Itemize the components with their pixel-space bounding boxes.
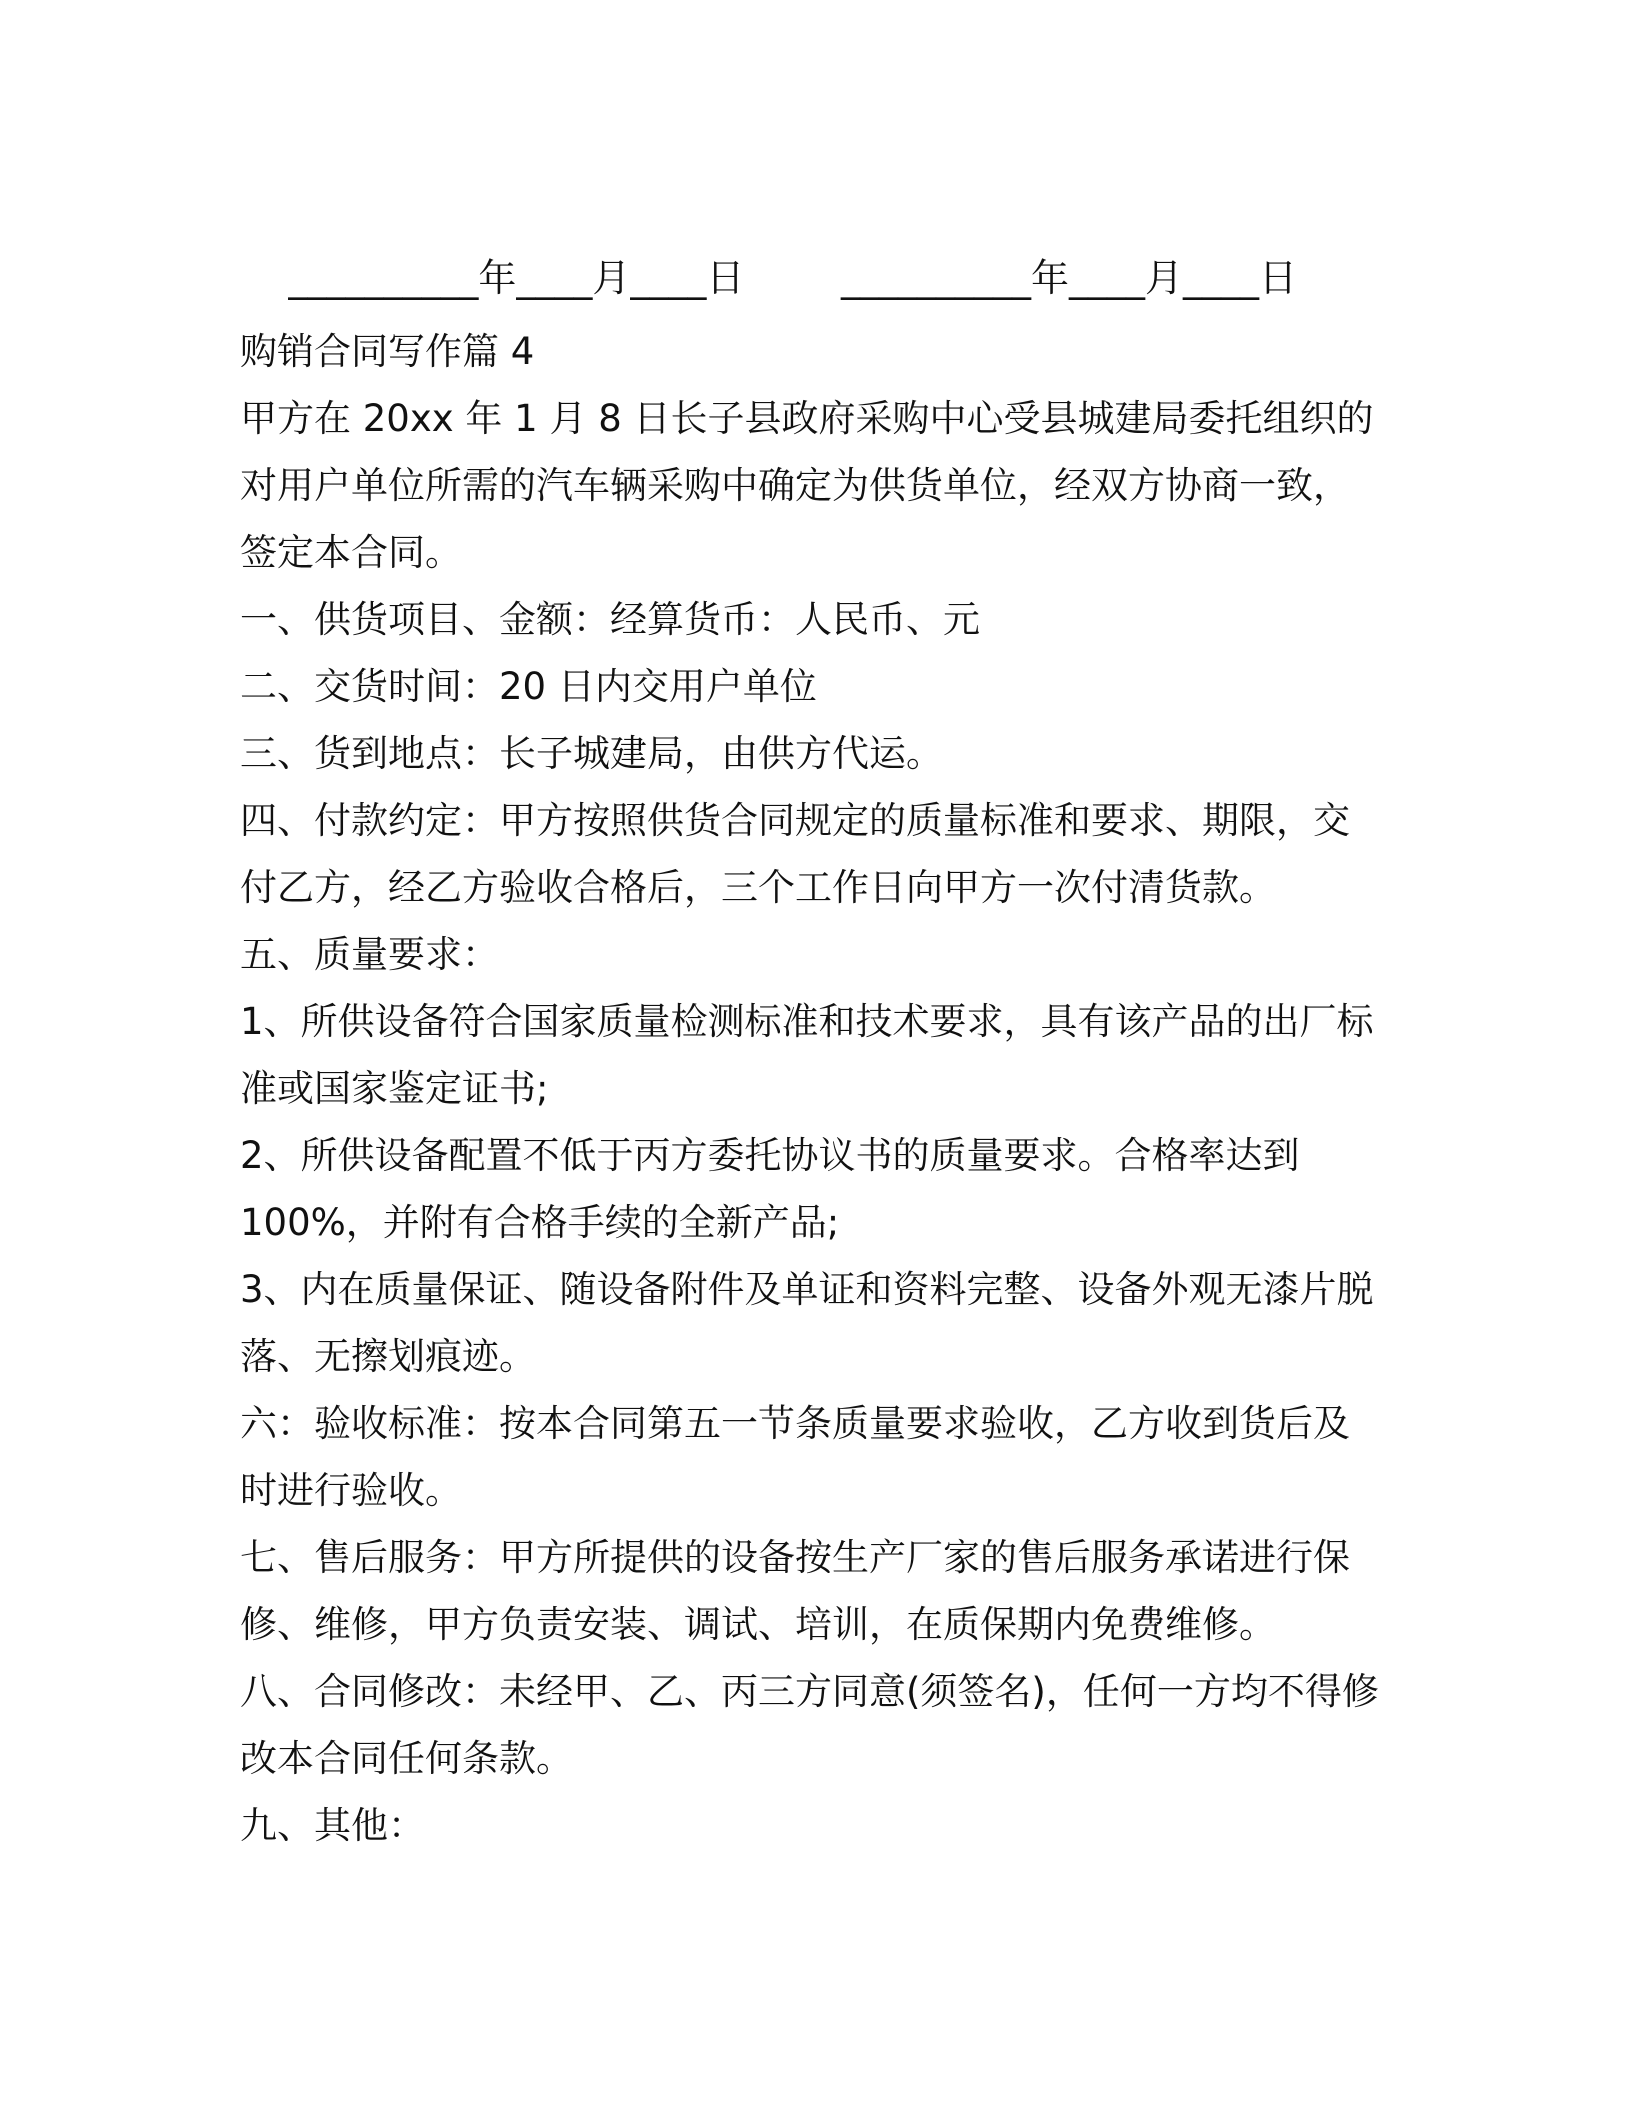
- text-line: 落、无擦划痕迹。: [240, 1335, 536, 1378]
- date-gap: [744, 256, 841, 300]
- clause-9-other: 九、其他：: [240, 1804, 425, 1847]
- quality-item-2: 2、所供设备配置不低于丙方委托协议书的质量要求。合格率达到: [240, 1134, 1300, 1177]
- quality-item-1: 1、所供设备符合国家质量检测标准和技术要求，具有该产品的出厂标: [240, 1000, 1374, 1043]
- quality-item-3: 3、内在质量保证、随设备附件及单证和资料完整、设备外观无漆片脱: [240, 1268, 1374, 1311]
- clause-8-amendment: 八、合同修改：未经甲、乙、丙三方同意(须签名)，任何一方均不得修: [240, 1670, 1379, 1713]
- date-blank-left: __________年____月____日: [288, 256, 745, 300]
- text-line: 甲方在 20xx 年 1 月 8 日长子县政府采购中心受县城建局委托组织的: [240, 397, 1374, 440]
- text-line: 时进行验收。: [240, 1469, 462, 1512]
- text-line: 修、维修，甲方负责安装、调试、培训，在质保期内免费维修。: [240, 1603, 1276, 1646]
- text-line: 对用户单位所需的汽车辆采购中确定为供货单位，经双方协商一致，: [240, 464, 1350, 507]
- section-heading: 购销合同写作篇 4: [240, 330, 535, 373]
- clause-6-acceptance: 六：验收标准：按本合同第五一节条质量要求验收，乙方收到货后及: [240, 1402, 1350, 1445]
- text-line: 改本合同任何条款。: [240, 1737, 573, 1780]
- text-line: 100%，并附有合格手续的全新产品;: [240, 1201, 840, 1244]
- text-line: 准或国家鉴定证书;: [240, 1067, 549, 1110]
- clause-7-after-sales: 七、售后服务：甲方所提供的设备按生产厂家的售后服务承诺进行保: [240, 1536, 1350, 1579]
- clause-3-delivery-place: 三、货到地点：长子城建局，由供方代运。: [240, 732, 943, 775]
- clause-2-delivery-time: 二、交货时间：20 日内交用户单位: [240, 665, 817, 708]
- date-blank-right: __________年____月____日: [840, 256, 1297, 300]
- clause-5-quality: 五、质量要求：: [240, 933, 499, 976]
- clause-1-supply-items: 一、供货项目、金额：经算货币：人民币、元: [240, 598, 980, 641]
- text-line: 签定本合同。: [240, 531, 462, 574]
- text-line: 付乙方，经乙方验收合格后，三个工作日向甲方一次付清货款。: [240, 866, 1276, 909]
- clause-4-payment: 四、付款约定：甲方按照供货合同规定的质量标准和要求、期限，交: [240, 799, 1350, 842]
- contract-body: [240, 318, 1410, 1859]
